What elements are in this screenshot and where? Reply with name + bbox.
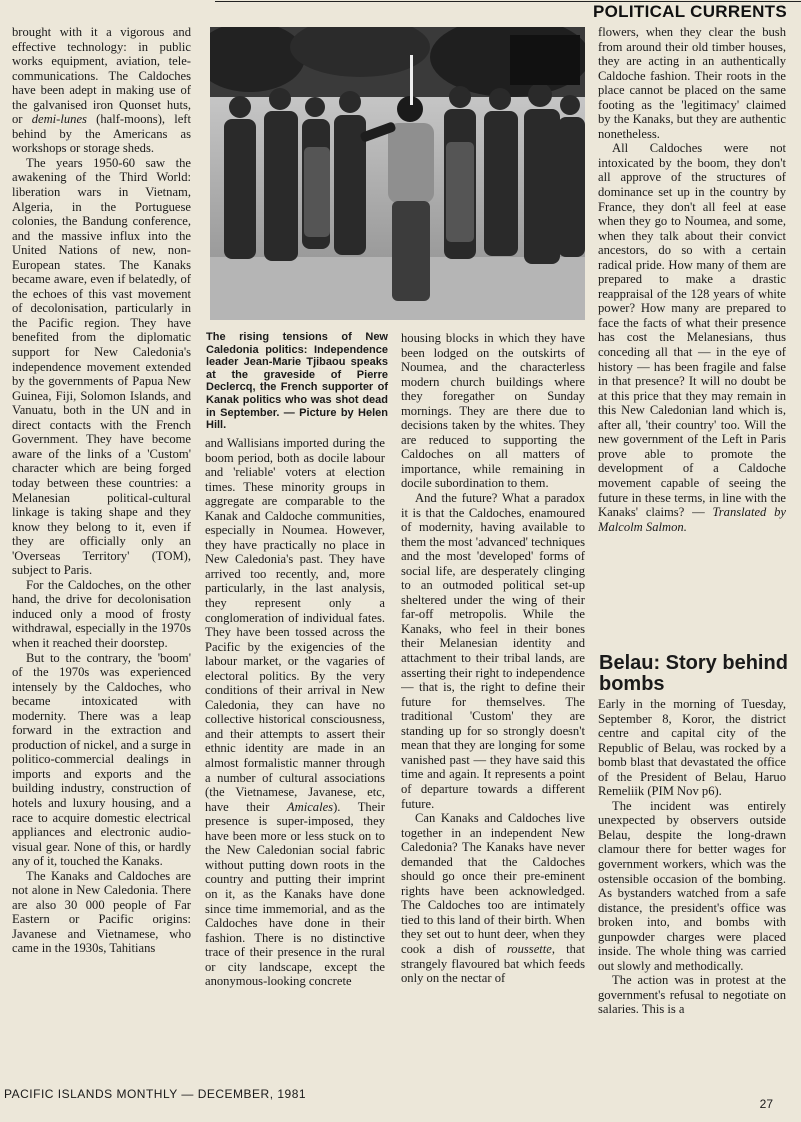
paragraph: Can Kanaks and Caldoches live together in an independent New Caledonia? The Kanaks have never demanded that the Caldoches should go once their pre-eminent rights have been acknowledged. The Caldoches too are intimately tied to this land of their birth. When they set out to hunt deer, when they cook a dish of roussette, that strangely flavoured bat which feeds only on the nectar of [401,811,585,986]
article-column-1 [12,25,191,1075]
article-column-4 [598,25,786,635]
photo-image [210,27,585,320]
paragraph: brought with it a vigorous and effective technology: in public works equipment, aviation, tele-communications. The Caldoches have been adept in making use of the galvanised iron Quonset huts, or demi-lunes (half-moons), left behind by the Americans as workshops or storage sheds. [12,25,191,156]
paragraph: and Wallisians imported during the boom period, both as docile labour and 'reliable' voters at election times. These minority groups in aggregate are comparable to the Kanak and Caldoche communities, especially in Noumea. However, they have practically no place in New Caledonia's past. They have arrived too recently, and, more particularly, in the last analysis, they represent only a conglomeration of individual fates. They have been tossed across the Pacific by the exigencies of the labour market, or the vagaries of electoral politics. By the very conditions of their arrival in New Caledonia, they can have no collective historical consciousness, and their attempts to assert their ethnic identity are made in an almost formalistic manner through a number of cultural associations (the Vietnamese, Javanese, etc, have their Amicales). Their presence is super-imposed, they have been more or less stuck on to the New Caledonian social fabric without putting down roots in the country and putting their imprint on it, as the Kanaks have done since time immemorial, and as the Caldoches have done in their fashion. There is no distinctive trace of their presence in the rural or city landscape, except the anonymous-looking concrete [205,436,385,989]
article-column-2 [205,436,385,1076]
paragraph: For the Caldoches, on the other hand, the drive for decolonisation induced only a mood of frosty withdrawal, especially in the 1970s when it reached their doorstep. [12,577,191,650]
paragraph: All Caldoches were not intoxicated by the boom, they don't all approve of the structures of dominance set up in the country by France, they don't all feel at ease when they go to Noumea, and some, when they talk about their convict ancestors, do so with a certain radical pride. How many of them are prepared to make a drastic reappraisal of the 128 years of white power? How many are prepared to face the facts of what their presence has cost the Melanesians, thus conceding all that — in the eye of history — has been fragile and false in that presence? It will no doubt be at this price that they may remain in this New Caledonian land which is, after all, 'their country' too. Will the new government of the Left in Paris prove able to promote the development of a Caldoche movement capable of seeing the future in these terms, in line with the Kanaks' claims? — Translated by Malcolm Salmon. [598,141,786,534]
paragraph: The Kanaks and Caldoches are not alone in New Caledonia. There are also 30 000 people of Far Eastern or Pacific origins: Javanese and Vietnamese, who came in the 1930s, Tahitians [12,868,191,956]
photo-caption: The rising tensions of New Caledonia politics: Independence leader Jean-Marie Tjibaou speaks at the graveside of Pierre Declercq, the French supporter of Kanak politics who was shot dead in September. — Picture by Helen Hill. [206,331,388,432]
paragraph: And the future? What a paradox it is that the Caldoches, enamoured of modernity, having available to them the most 'advanced' techniques and the most 'developed' forms of social life, are desperately clinging to an outmoded political set-up sheltered under the wing of their far-off metropolis. While the Kanaks, who feel in their bones their Melanesian identity and attachment to their tribal lands, are asserting their right to independence — that is, the right to define their future for themselves. The traditional 'Custom' they are standing up for so strongly doesn't mean that they are longing for some vanished past — they have said this time and again. It represents a point of departure towards a different future. [401,491,585,811]
publication-footer: PACIFIC ISLANDS MONTHLY — DECEMBER, 1981 [4,1087,307,1101]
paragraph: The years 1950-60 saw the awakening of the Third World: liberation wars in Vietnam, Algeria, in the Portuguese colonies, the Bandung conference, and the massive influx into the United Nations of new, non-European states. The Kanaks became aware, even if belatedly, of the echoes of this vast movement of decolonisation, particularly in the Pacific region. They have benefited from the diplomatic support for New Caledonia's independence movement extended by the governments of Papua New Guinea, Fiji, Solomon Islands, and Vanuatu, both in the UN and in direct contacts with the French Government. They have become aware of the links of a 'Custom' character which are being forged today between these countries: a Melanesian political-cultural linkage is taking shape and they know they belong to it, even if they are officially only an 'Overseas Territory' (TOM), subject to Paris. [12,155,191,578]
belau-headline: Belau: Story behind bombs [599,652,788,695]
paragraph: The action was in protest at the government's refusal to negotiate on salaries. This is a [598,973,786,1017]
paragraph: The incident was entirely unexpected by observers outside Belau, despite the long-drawn clamour there for better wages for government workers, which was the ostensible occasion of the bombing. As bystanders watched from a safe distance, the president's office was broken into, and bombs with gunpowder charges were placed inside. The whole thing was carried out slowly and methodically. [598,798,786,973]
paragraph: flowers, when they clear the bush from around their old timber houses, they are acting in an authentically Caldoche fashion. Their roots in the place cannot be placed on the same footing as the 'legitimacy' claimed by the Kanaks, but they are authentic nonetheless. [598,25,786,141]
news-photo [210,27,585,320]
paragraph: But to the contrary, the 'boom' of the 1970s was experienced intensely by the Caldoches, who became intoxicated with modernity. There was a leap forward in the extraction and production of nickel, and a surge in politico-commercial dealings in imports and exports and the building industry, construction of hotels and luxury housing, and a race to acquire domestic electrical appliances and electronic audio-visual gear. None of this, or hardly any of it, touched the Kanaks. [12,650,191,869]
page-number: 27 [759,1097,773,1111]
section-title: POLITICAL CURRENTS [593,2,787,21]
belau-article-body [598,697,786,1075]
article-column-3 [401,331,585,1076]
paragraph: housing blocks in which they have been lodged on the outskirts of Noumea, and the characterless modern church buildings where they foregather on Sunday mornings. They are there due to decisions taken by the whites. They are reduced to supporting the Caldoches on all matters of importance, while remaining in docile subordination to them. [401,331,585,491]
paragraph: Early in the morning of Tuesday, September 8, Koror, the district centre and capital city of the Republic of Belau, was rocked by a bomb blast that devastated the office of the President of Belau, Haruo Remeliik (PIM Nov p6). [598,697,786,799]
